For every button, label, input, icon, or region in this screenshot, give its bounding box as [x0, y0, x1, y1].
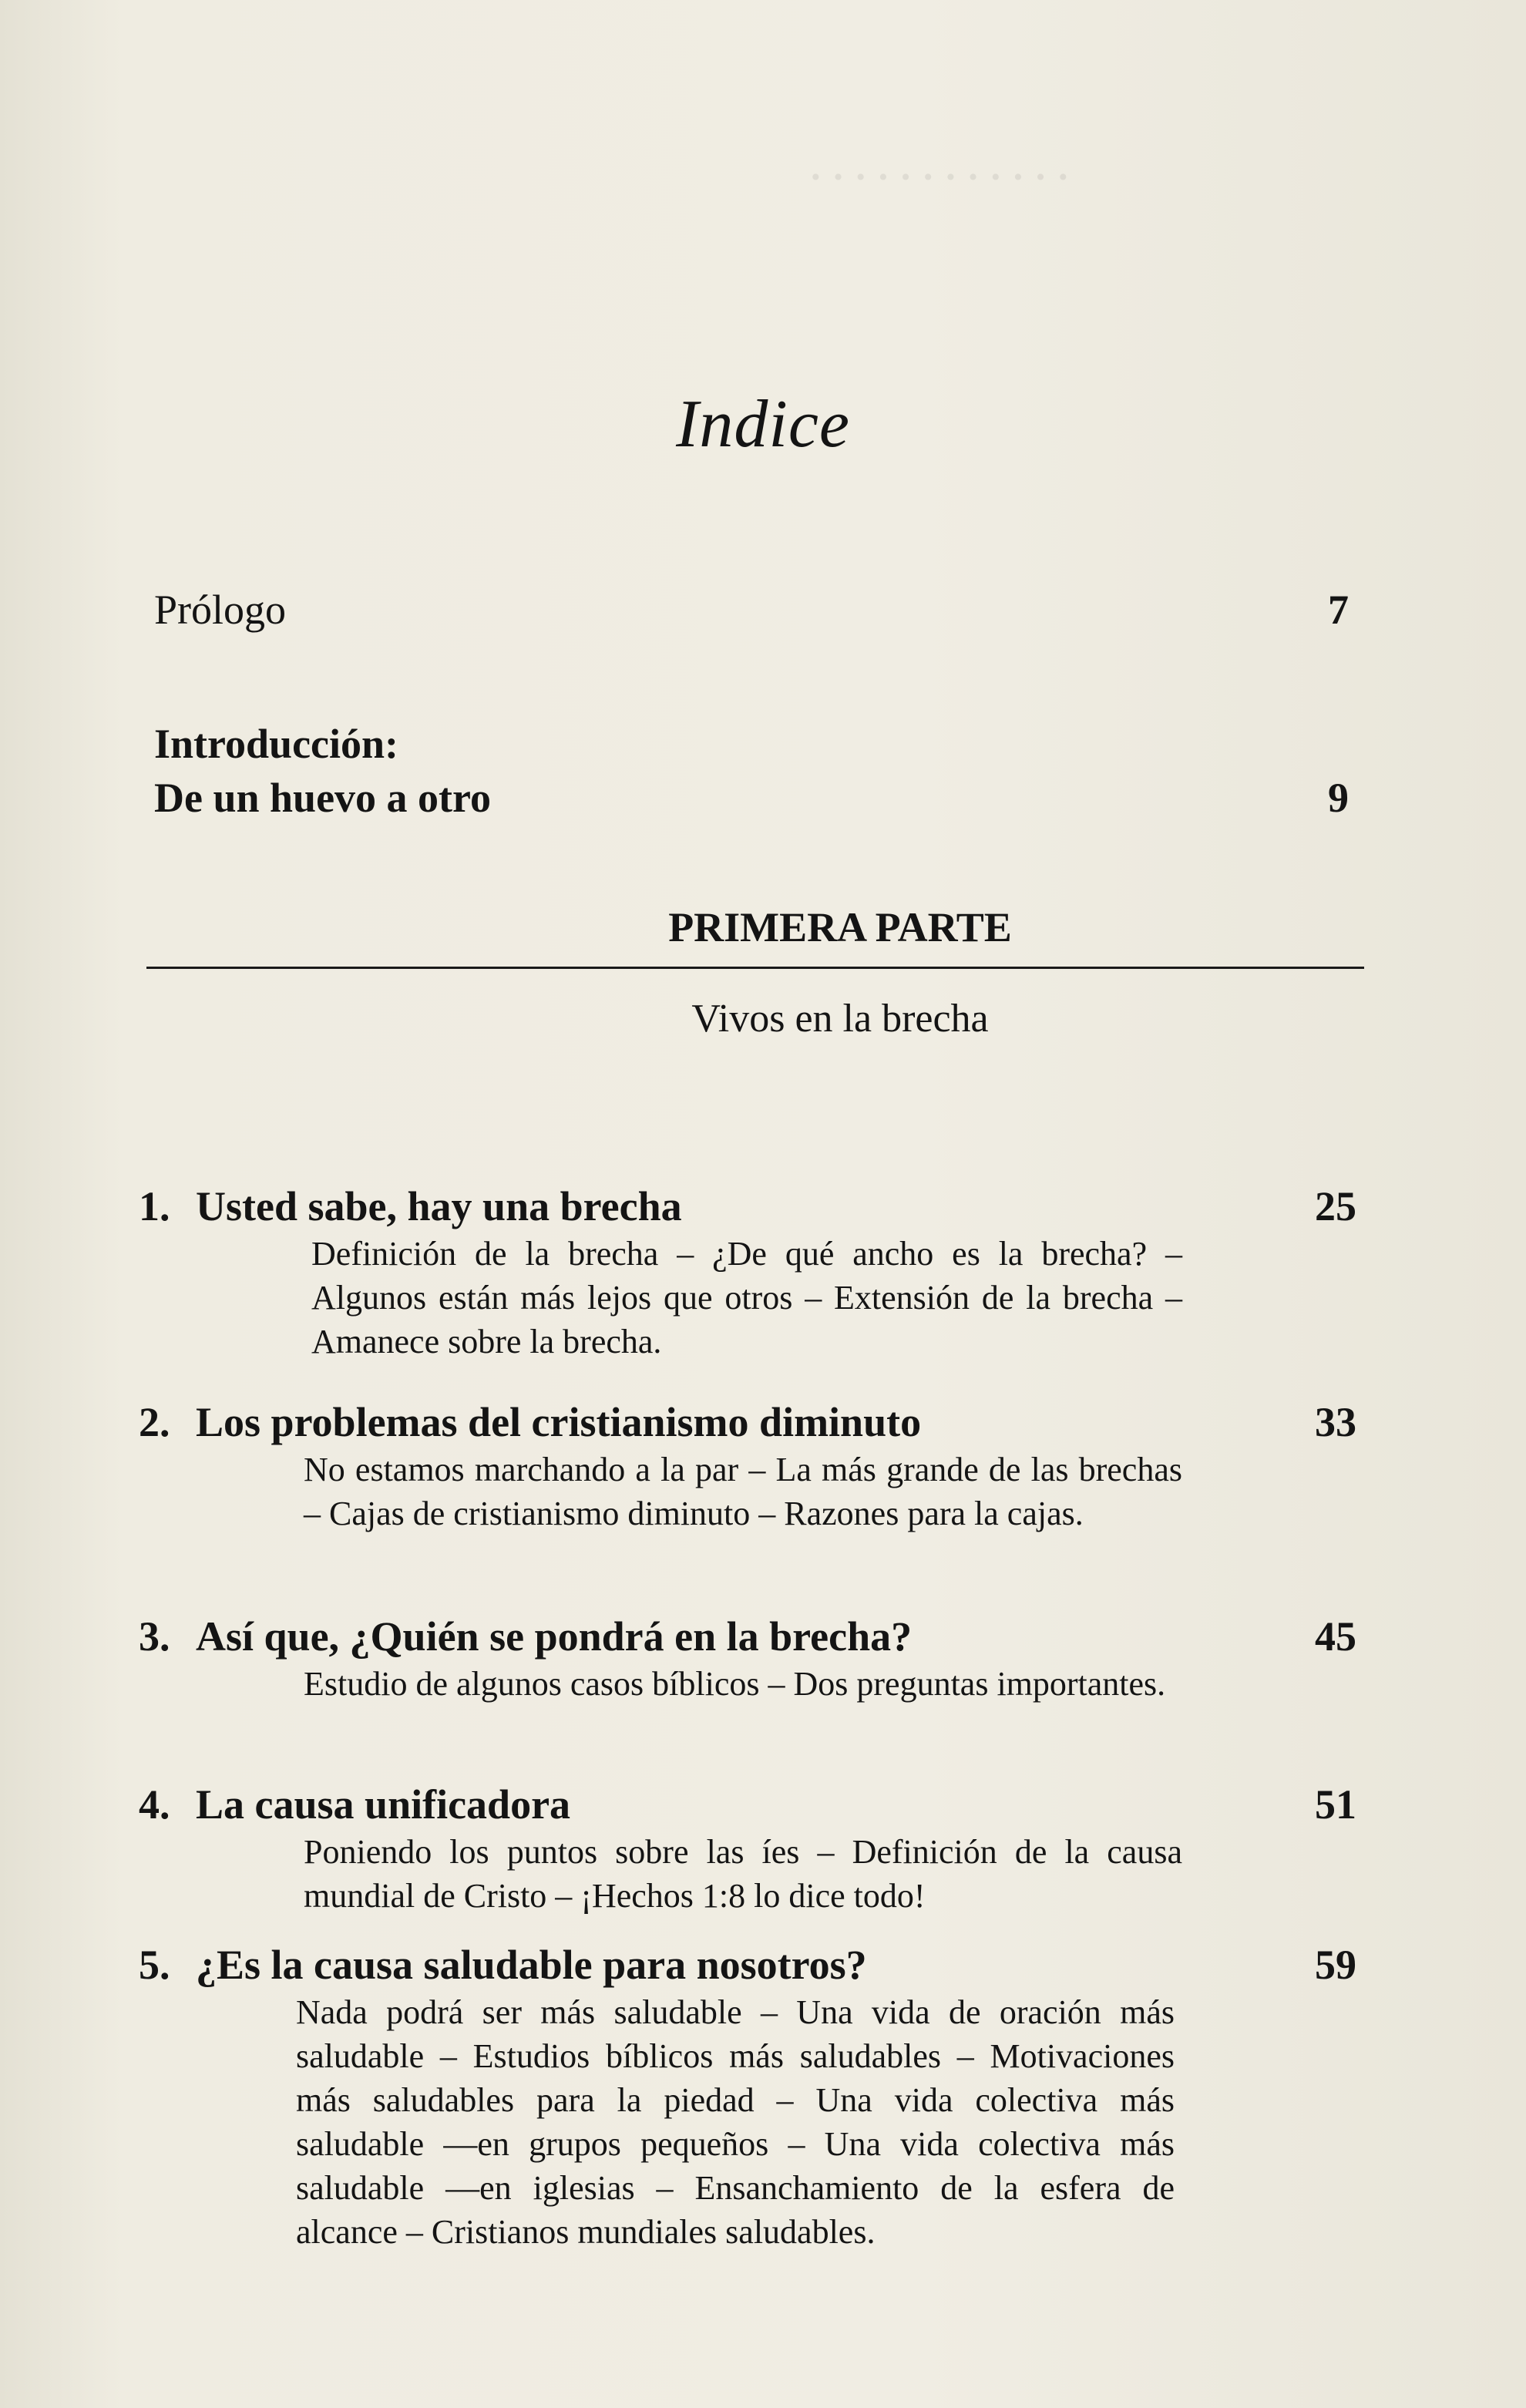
divider — [146, 967, 1364, 969]
chapter-heading — [139, 1611, 1356, 1662]
chapter-title: Usted sabe, hay una brecha — [196, 1183, 682, 1229]
chapter-number: 1. — [139, 1183, 170, 1229]
chapter-title: La causa unificadora — [196, 1781, 571, 1828]
toc-chapter[interactable] — [139, 1779, 1356, 1918]
chapter-heading — [139, 1779, 1356, 1830]
toc-entry-page: 9 — [1328, 775, 1349, 821]
page-title: Indice — [676, 387, 850, 462]
toc-chapter[interactable] — [139, 1939, 1356, 2254]
chapter-description: No estamos marchando a la par – La más grande de las brechas – Cajas de cristianismo diminuto – Razones para la cajas. — [304, 1451, 1182, 1532]
toc-chapter[interactable] — [139, 1611, 1356, 1706]
chapter-heading — [139, 1181, 1356, 1232]
toc-entry-label-line1: Introducción: — [154, 721, 399, 767]
chapter-number: 4. — [139, 1781, 170, 1828]
chapter-description: Estudio de algunos casos bíblicos – Dos preguntas importantes. — [304, 1665, 1166, 1703]
chapter-heading — [139, 1939, 1356, 1990]
chapter-number: 3. — [139, 1613, 170, 1660]
chapter-page: 25 — [1315, 1183, 1356, 1229]
chapter-page: 33 — [1315, 1399, 1356, 1445]
chapter-page: 59 — [1315, 1942, 1356, 1988]
toc-entry-label: Prólogo — [154, 587, 287, 633]
toc-chapter[interactable] — [139, 1397, 1356, 1535]
chapter-title: ¿Es la causa saludable para nosotros? — [196, 1942, 867, 1988]
chapter-description: Definición de la brecha – ¿De qué ancho es la brecha? – Algunos están más lejos que otros – Extensión de la brecha – Amanece sobre la brecha. — [311, 1235, 1182, 1360]
show-through-text: · · · · · · · · · · · · — [809, 155, 1070, 198]
chapter-heading — [139, 1397, 1356, 1448]
chapter-page: 51 — [1315, 1781, 1356, 1828]
chapter-number: 5. — [139, 1942, 170, 1988]
chapter-number: 2. — [139, 1399, 170, 1445]
chapter-description: Poniendo los puntos sobre las íes – Definición de la causa mundial de Cristo – ¡Hechos 1:8 lo dice todo! — [304, 1833, 1182, 1915]
section-heading: Vivos en la brecha — [691, 997, 989, 1041]
toc-entry-introduccion[interactable] — [154, 717, 1349, 825]
chapter-title: Los problemas del cristianismo diminuto — [196, 1399, 922, 1445]
chapter-page: 45 — [1315, 1613, 1356, 1660]
toc-chapter[interactable] — [139, 1181, 1356, 1364]
chapter-title: Así que, ¿Quién se pondrá en la brecha? — [196, 1613, 913, 1660]
toc-entry-label-line2: De un huevo a otro — [154, 775, 492, 821]
toc-entry-prologo[interactable] — [154, 586, 1349, 634]
chapter-description: Nada podrá ser más saludable – Una vida de oración más saludable – Estudios bíblicos más saludables – Motivaciones más saludables para la piedad – Una vida colectiva más saludable —en grupos pequeños – Una vida colectiva más saludable —en iglesias – Ensanchamiento de la esfera de alcance – Cristianos mundiales saludables. — [296, 1993, 1175, 2251]
toc-entry-page: 7 — [1328, 587, 1349, 633]
part-heading: PRIMERA PARTE — [668, 904, 1012, 950]
